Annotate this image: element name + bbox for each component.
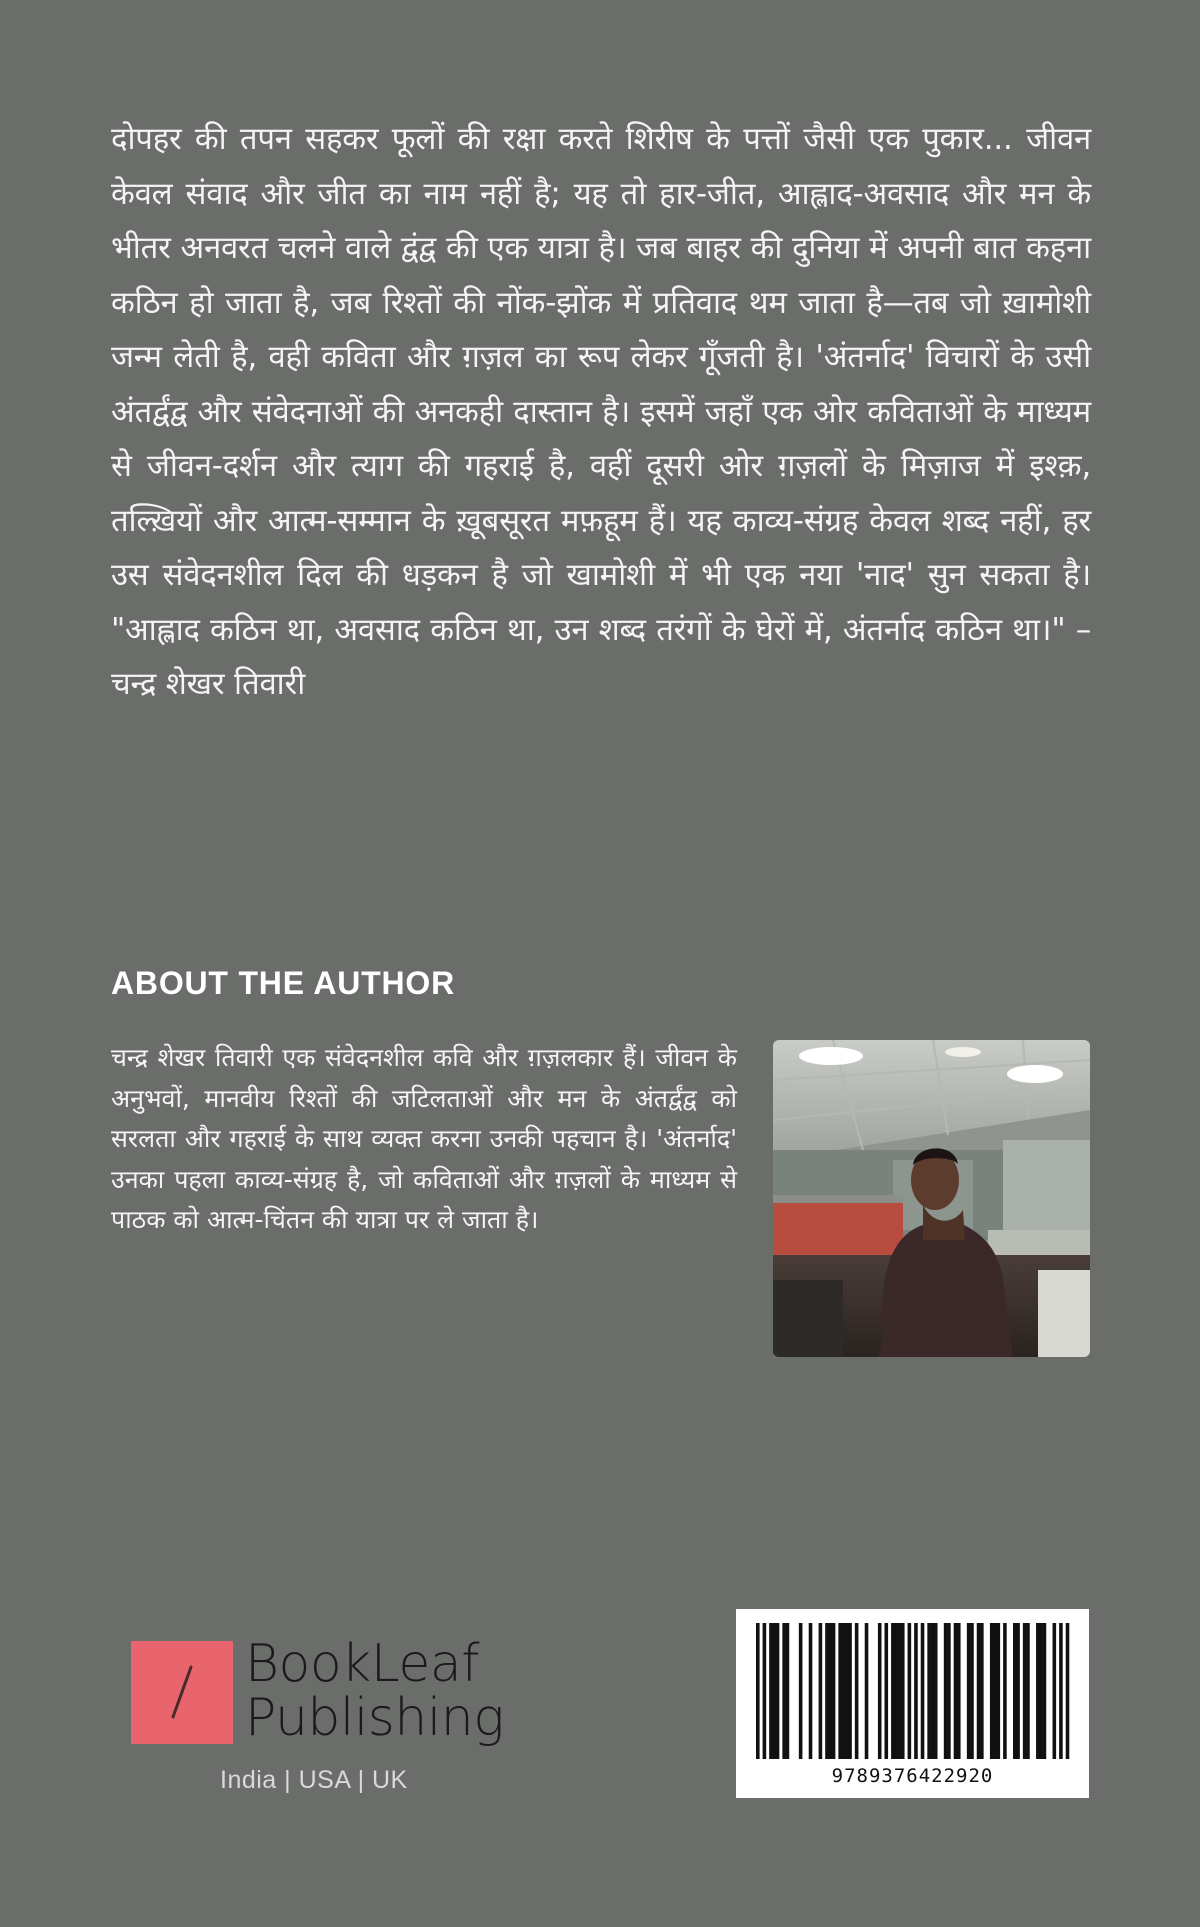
barcode-bar <box>776 1623 780 1759</box>
barcode-bar <box>1013 1623 1017 1759</box>
barcode-bar <box>1043 1623 1047 1759</box>
bookleaf-mark-icon <box>131 1641 233 1744</box>
barcode-bar <box>894 1623 898 1759</box>
publisher-regions: India | USA | UK <box>220 1766 408 1794</box>
barcode-bar <box>1039 1623 1043 1759</box>
barcode-bar <box>828 1623 832 1759</box>
barcode-bar <box>825 1623 829 1759</box>
barcode-bar <box>832 1623 836 1759</box>
barcode-bar <box>848 1623 852 1759</box>
barcode-bar <box>878 1623 882 1759</box>
barcode-bar <box>993 1623 997 1759</box>
barcode-bar <box>898 1623 902 1759</box>
barcode-bar <box>842 1623 846 1759</box>
about-author-heading: ABOUT THE AUTHOR <box>111 965 456 1001</box>
barcode-bar <box>865 1623 869 1759</box>
barcode-bar <box>1003 1623 1007 1759</box>
barcode-bar <box>944 1623 948 1759</box>
barcode-bar <box>931 1623 935 1759</box>
barcode-bar <box>921 1623 925 1759</box>
isbn-barcode <box>736 1609 1089 1798</box>
author-photo <box>773 1040 1090 1357</box>
barcode-bar <box>769 1623 773 1759</box>
publisher-name-line2: Publishing <box>245 1688 504 1748</box>
barcode-bar <box>997 1623 1001 1759</box>
barcode-bar <box>914 1623 918 1759</box>
barcode-bar <box>957 1623 961 1759</box>
author-bio: चन्द्र शेखर तिवारी एक संवेदनशील कवि और ग़ज़लकार हैं। जीवन के अनुभवों, मानवीय रिश्तों की जटिलताओं और मन के अंतर्द्वंद्व को सरलता और गहराई के साथ व्यक्त करना उनकी पहचान है। 'अंतर्नाद' उनका पहला काव्य-संग्रह है, जो कविताओं और ग़ज़लों के माध्यम से पाठक को आत्म-चिंतन की यात्रा पर ले जाता है। <box>111 1043 737 1234</box>
publisher-name-line1: BookLeaf <box>245 1634 480 1694</box>
barcode-bar <box>1059 1623 1063 1759</box>
barcode-bar <box>772 1623 776 1759</box>
barcode-bar <box>809 1623 813 1759</box>
barcode-bar <box>990 1623 994 1759</box>
barcode-bar <box>763 1623 767 1759</box>
barcode-bar <box>838 1623 842 1759</box>
barcode-bar <box>947 1623 951 1759</box>
barcode-bar <box>855 1623 859 1759</box>
isbn-number: 9789376422920 <box>831 1765 994 1787</box>
barcode-bar <box>756 1623 760 1759</box>
barcode-bar <box>1066 1623 1070 1759</box>
barcode-bar <box>980 1623 984 1759</box>
barcode-bar <box>967 1623 971 1759</box>
barcode-bar <box>1026 1623 1030 1759</box>
barcode-bar <box>934 1623 938 1759</box>
barcode-bar <box>901 1623 905 1759</box>
barcode-bar <box>1036 1623 1040 1759</box>
barcode-bar <box>845 1623 849 1759</box>
barcode-bar <box>799 1623 803 1759</box>
barcode-bar <box>954 1623 958 1759</box>
barcode-bar <box>1053 1623 1057 1759</box>
barcode-bar <box>977 1623 981 1759</box>
barcode-bar <box>819 1623 823 1759</box>
barcode-bar <box>927 1623 931 1759</box>
publisher-logo <box>131 1634 531 1800</box>
barcode-bar <box>782 1623 786 1759</box>
barcode-bar <box>786 1623 790 1759</box>
barcode-bar <box>908 1623 912 1759</box>
barcode-bar <box>1016 1623 1020 1759</box>
barcode-bar <box>891 1623 895 1759</box>
barcode-bar <box>884 1623 888 1759</box>
back-cover-blurb: दोपहर की तपन सहकर फूलों की रक्षा करते शिरीष के पत्तों जैसी एक पुकार... जीवन केवल संवाद और जीत का नाम नहीं है; यह तो हार-जीत, आह्लाद-अवसाद और मन के भीतर अनवरत चलने वाले द्वंद्व की एक यात्रा है। जब बाहर की दुनिया में अपनी बात कहना कठिन हो जाता है, जब रिश्तों की नोंक-झोंक में प्रतिवाद थम जाता है—तब जो ख़ामोशी जन्म लेती है, वही कविता और ग़ज़ल का रूप लेकर गूँजती है। 'अंतर्नाद' विचारों के उसी अंतर्द्वंद्व और संवेदनाओं की अनकही दास्तान है। इसमें जहाँ एक ओर कविताओं के माध्यम से जीवन-दर्शन और त्याग की गहराई है, वहीं दूसरी ओर ग़ज़लों के मिज़ाज में इश्क़, तल्ख़ियों और आत्म-सम्मान के ख़ूबसूरत मफ़हूम हैं। यह काव्य-संग्रह केवल शब्द नहीं, हर उस संवेदनशील दिल की धड़कन है जो खामोशी में भी एक नया 'नाद' सुन सकता है। "आह्लाद कठिन था, अवसाद कठिन था, उन शब्द तरंगों के घेरों में, अंतर्नाद कठिन था।" – चन्द्र शेखर तिवारी <box>111 121 1092 702</box>
barcode-bar <box>970 1623 974 1759</box>
barcode-bar <box>1023 1623 1027 1759</box>
